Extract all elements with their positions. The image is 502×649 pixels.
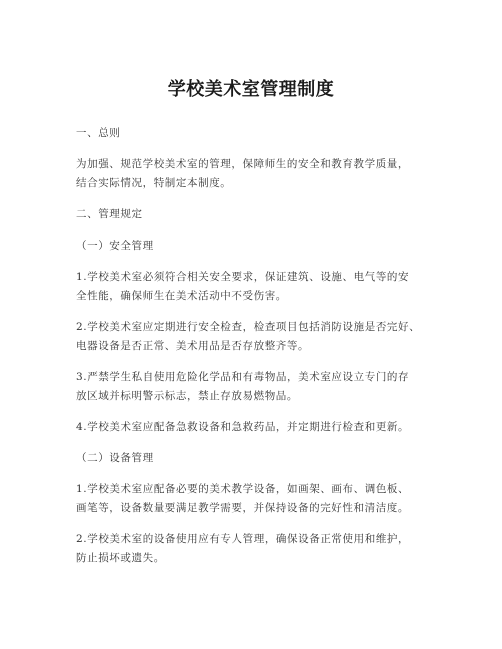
paragraph-line: 2.学校美术室的设备使用应有专人管理，确保设备正常使用和维护， <box>76 533 410 545</box>
paragraph-line: 3.严禁学生私自使用危险化学品和有毒物品，美术室应设立专门的存 <box>76 371 410 383</box>
section-heading-regulations: 二、管理规定 <box>76 208 143 220</box>
paragraph-line: 放区域并标明警示标志，禁止存放易燃物品。 <box>76 390 298 402</box>
subsection-heading-equipment: （二）设备管理 <box>76 452 154 464</box>
paragraph-line: 为加强、规范学校美术室的管理，保障师生的安全和教育教学质量， <box>76 158 409 170</box>
subsection-heading-safety: （一）安全管理 <box>76 240 154 252</box>
paragraph-line: 防止损坏或遗失。 <box>76 552 165 564</box>
paragraph-line: 结合实际情况，特制定本制度。 <box>76 177 232 189</box>
paragraph-line: 2.学校美术室应定期进行安全检查，检查项目包括消防设施是否完好、 <box>76 321 421 333</box>
paragraph-line: 画笔等，设备数量要满足教学需要，并保持设备的完好性和清洁度。 <box>76 502 409 514</box>
document-title: 学校美术室管理制度 <box>167 79 335 100</box>
paragraph-line: 全性能，确保师生在美术活动中不受伤害。 <box>76 290 287 302</box>
paragraph-line: 1.学校美术室应配备必要的美术教学设备，如画架、画布、调色板、 <box>76 483 410 495</box>
section-heading-general: 一、总则 <box>76 127 121 139</box>
paragraph-line: 电器设备是否正常、美术用品是否存放整齐等。 <box>76 340 310 352</box>
paragraph-line: 1.学校美术室必须符合相关安全要求，保证建筑、设施、电气等的安 <box>76 271 410 283</box>
paragraph-line: 4.学校美术室应配备急救设备和急救药品，并定期进行检查和更新。 <box>76 421 410 433</box>
